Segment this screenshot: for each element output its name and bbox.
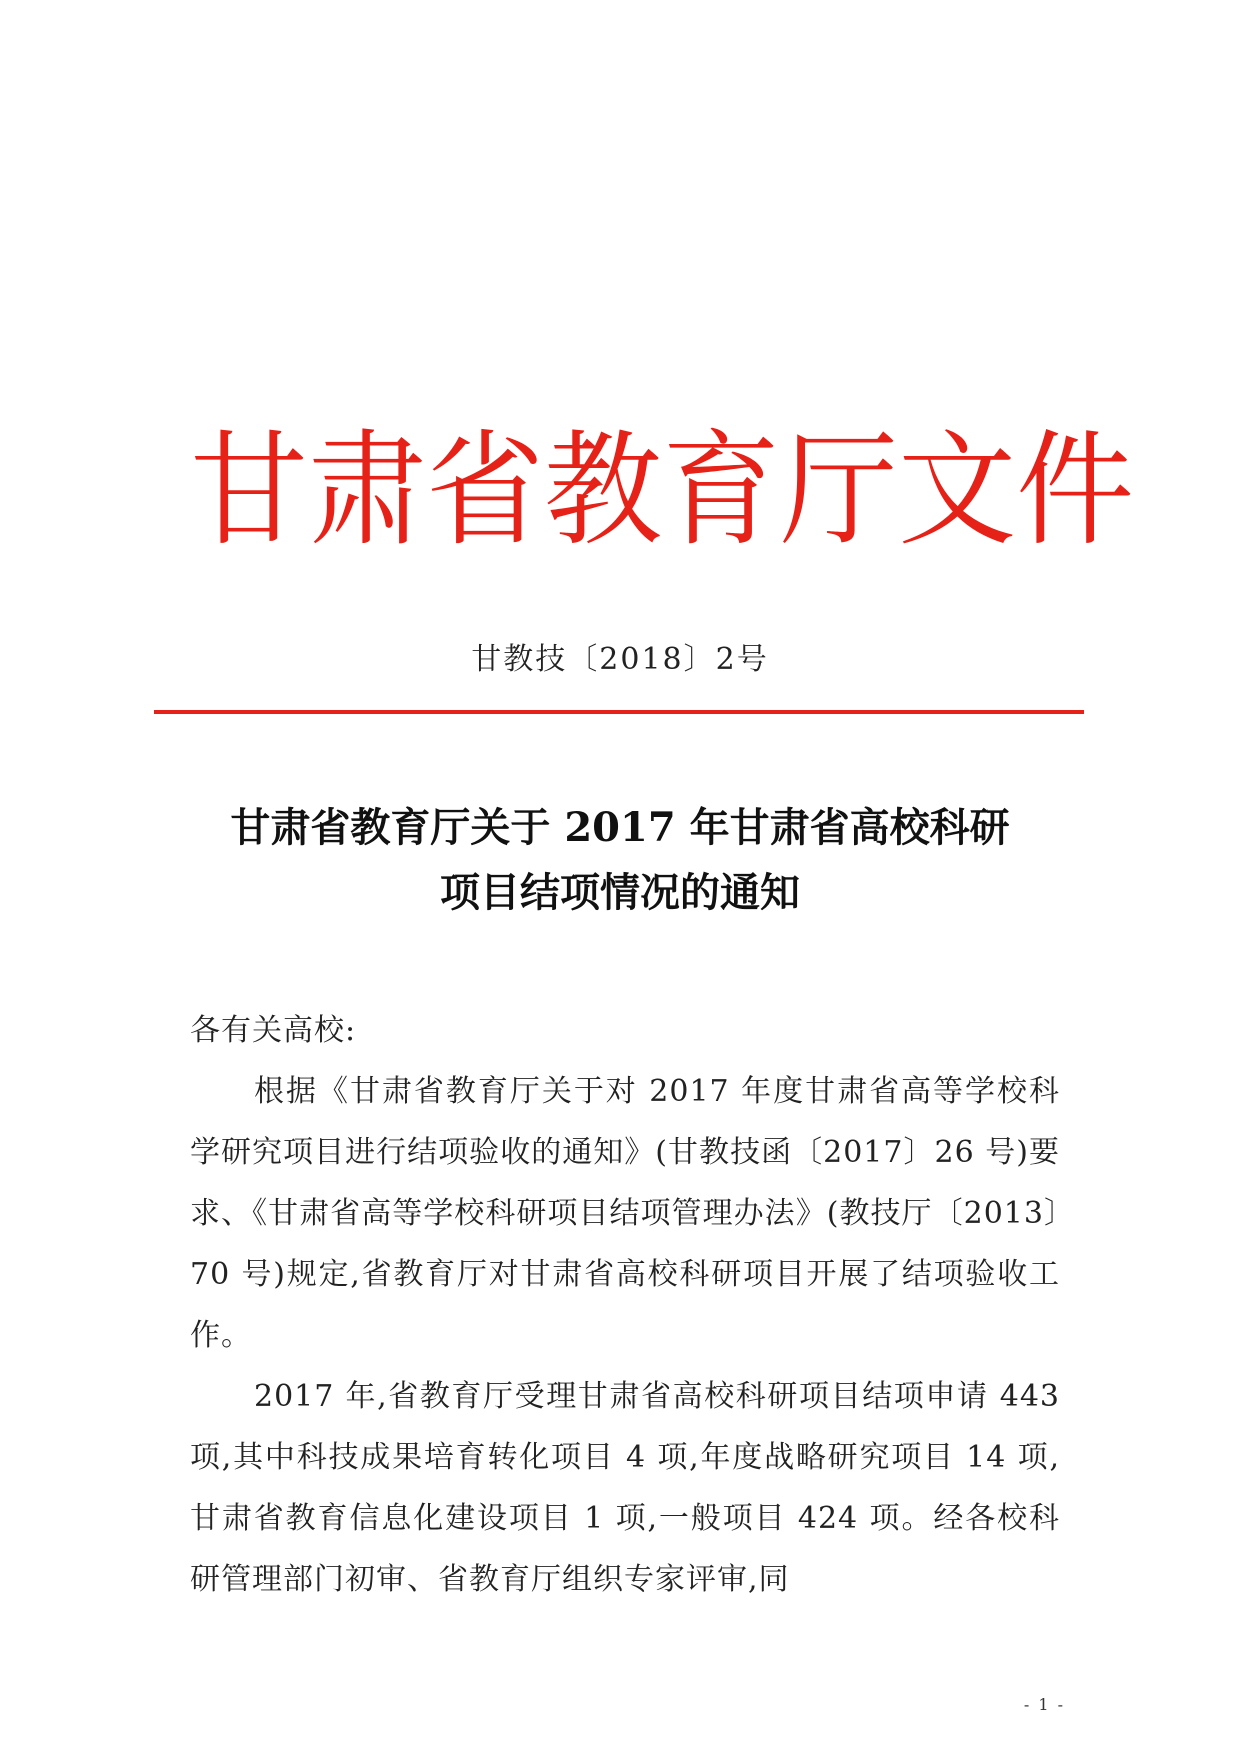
masthead-char: 件 (1016, 417, 1135, 563)
body-paragraph: 根据《甘肃省教育厅关于对 2017 年度甘肃省高等学校科学研究项目进行结项验收的通知》(甘教技函〔2017〕26 号)要求、《甘肃省高等学校科研项目结项管理办法》(教技厅〔2013〕70 号)规定,省教育厅对甘肃省高校科研项目开展了结项验收工作。 (190, 1074, 1060, 1353)
document-title (0, 795, 1240, 925)
document-body (190, 1000, 1060, 1610)
masthead-red-header (190, 417, 1135, 563)
salutation: 各有关高校: (190, 1013, 357, 1048)
title-line-2: 项目结项情况的通知 (440, 869, 800, 916)
body-paragraph: 2017 年,省教育厅受理甘肃省高校科研项目结项申请 443 项,其中科技成果培育转化项目 4 项,年度战略研究项目 14 项,甘肃省教育信息化建设项目 1 项,一般项目 424 项。经各校科研管理部门初审、省教育厅组织专家评审,同 (190, 1379, 1060, 1597)
masthead-char: 厅 (780, 417, 899, 563)
masthead-char: 育 (662, 417, 781, 563)
masthead-char: 省 (426, 417, 545, 563)
page-number: - 1 - (1023, 1695, 1065, 1714)
masthead-char: 教 (544, 417, 663, 563)
red-separator-line (154, 710, 1084, 714)
masthead-char: 文 (898, 417, 1017, 563)
masthead-char: 肃 (308, 417, 427, 563)
document-number: 甘教技〔2018〕2号 (471, 642, 769, 677)
title-line-1: 甘肃省教育厅关于 2017 年甘肃省高校科研 (230, 804, 1010, 851)
masthead-char: 甘 (190, 417, 309, 563)
